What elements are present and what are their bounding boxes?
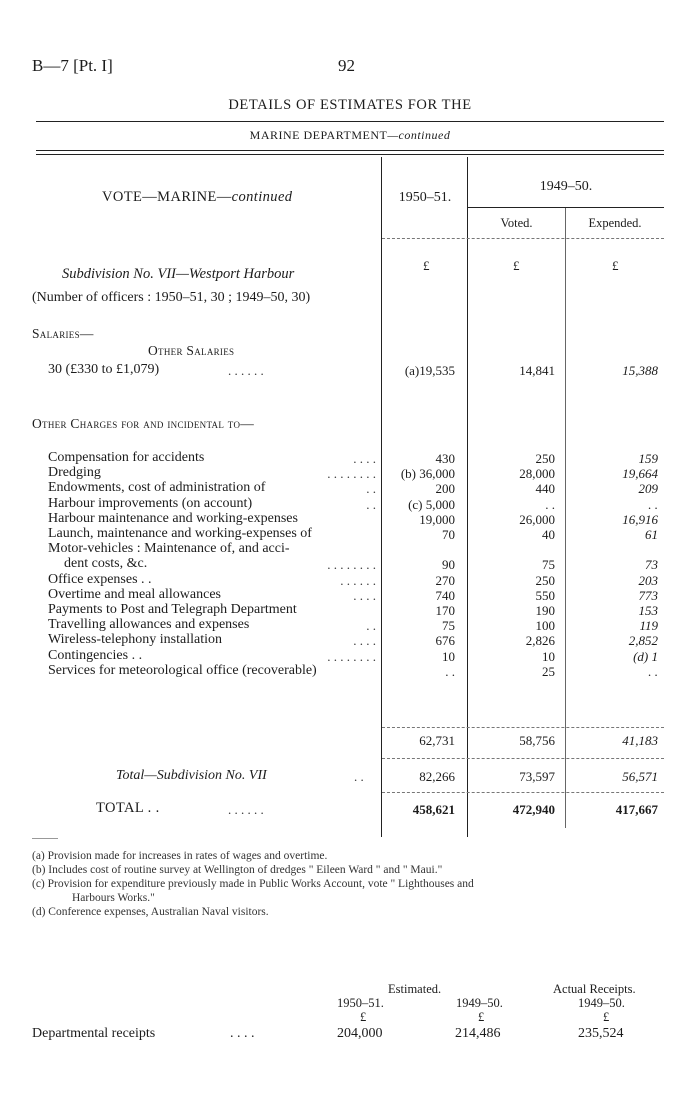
total-subdivision-rule xyxy=(382,792,664,793)
grand-total-label: TOTAL . . xyxy=(96,800,160,816)
charge-row-1950-value: 200 xyxy=(435,481,455,497)
column-header-expended: Expended. xyxy=(588,216,642,230)
footnote-rule xyxy=(32,838,58,839)
charge-row-label: Wireless-telephony installation xyxy=(48,632,223,648)
charge-row-voted-value: 100 xyxy=(535,618,555,634)
departmental-receipts-label: Departmental receipts xyxy=(32,1026,156,1041)
grand-total-expended-value: 417,667 xyxy=(615,802,658,817)
column-header-1949-50: 1949–50. xyxy=(539,179,593,194)
subtotal-rule xyxy=(382,727,664,728)
document-reference: B—7 [Pt. I] xyxy=(32,56,113,75)
charge-row-expended-value: 159 xyxy=(638,451,658,466)
charge-row-voted-value: 250 xyxy=(535,451,555,466)
other-salaries-heading: Other Salaries xyxy=(148,343,235,358)
salaries-row-label: 30 (£330 to £1,079) xyxy=(48,362,160,377)
charge-row-leader: . . . . xyxy=(353,633,376,649)
salaries-row-leader: . . . . . . xyxy=(228,363,264,378)
subtotal-bottom-rule xyxy=(382,758,664,759)
table-top-rule-2 xyxy=(36,154,664,155)
charge-row-leader: . . . . . . . . xyxy=(327,648,376,664)
receipts-estimated-1949-value: 214,486 xyxy=(455,1026,501,1041)
charge-row-voted-value: 2,826 xyxy=(525,633,555,649)
charge-row-label: Compensation for accidents xyxy=(48,450,205,465)
receipts-currency-b: £ xyxy=(478,1010,485,1024)
charge-row-label: Endowments, cost of administration of xyxy=(48,480,266,496)
page-title: DETAILS OF ESTIMATES FOR THE xyxy=(228,97,472,113)
subtotal-voted-value: 58,756 xyxy=(519,733,555,748)
charge-row-expended-value: 203 xyxy=(638,572,658,588)
charge-row-expended-value: 209 xyxy=(638,481,658,497)
charge-row-label: Contingencies . . xyxy=(48,647,143,663)
receipts-estimated-1950-value: 204,000 xyxy=(337,1026,383,1041)
charge-row-label: Harbour improvements (on account) xyxy=(48,495,253,511)
charge-row-voted-value: 40 xyxy=(542,527,555,542)
charge-row-expended-value: . . xyxy=(648,663,658,679)
currency-1950: £ xyxy=(423,258,430,273)
currency-voted: £ xyxy=(513,258,520,273)
charge-row-1950-value: (b) 36,000 xyxy=(400,466,455,482)
charge-row-label: Dredging xyxy=(48,465,101,481)
total-subdivision-leader: . . xyxy=(354,769,364,784)
year-header-rule xyxy=(468,207,664,208)
salaries-heading: Salaries— xyxy=(32,326,94,341)
charge-row-1950-value: . . xyxy=(445,663,455,679)
total-subdivision-voted-value: 73,597 xyxy=(519,769,555,784)
charge-row-label: Office expenses . . xyxy=(48,571,152,587)
charge-row-1950-value: 75 xyxy=(442,618,455,634)
salaries-1950-value: (a)19,535 xyxy=(404,363,455,378)
title-rule xyxy=(36,121,664,122)
charge-row-1950-value: 10 xyxy=(442,648,455,664)
footnote-c-continued: Harbours Works." xyxy=(72,892,155,904)
charge-row-leader: . . xyxy=(366,496,376,512)
charge-row-voted-value: 550 xyxy=(535,587,555,603)
subtitle-department: MARINE DEPARTMENT xyxy=(249,128,388,142)
charge-row-1950-value: 170 xyxy=(435,603,455,618)
charge-row-leader: . . . . . . . . xyxy=(327,557,376,573)
departmental-receipts-leader: . . . . xyxy=(230,1026,255,1041)
charge-row-expended-value: 16,916 xyxy=(622,511,658,527)
vote-heading-continued: continued xyxy=(231,189,293,205)
salaries-expended-value: 15,388 xyxy=(622,363,658,378)
footnote-b: (b) Includes cost of routine survey at Wellington of dredges " Eileen Ward " and " Maui." xyxy=(32,864,443,876)
charge-row-expended-value: (d) 1 xyxy=(633,648,658,664)
grand-total-leader: . . . . . . xyxy=(228,802,264,817)
subtitle-continued: —continued xyxy=(387,128,451,142)
header-bottom-rule xyxy=(382,238,664,239)
charge-row-1950-value: 740 xyxy=(435,587,455,603)
charge-row-1950-value: 430 xyxy=(435,451,455,466)
column-header-1950-51: 1950–51. xyxy=(398,190,452,205)
subtotal-1950-value: 62,731 xyxy=(419,733,455,748)
receipts-estimated-header: Estimated. xyxy=(388,982,442,996)
charge-row-leader: . . . . . . . . xyxy=(327,466,376,482)
receipts-year-actual-1949: 1949–50. xyxy=(578,996,625,1010)
charge-row-label: Motor-vehicles : Maintenance of, and acci- xyxy=(48,541,290,557)
receipts-year-estimated-1949: 1949–50. xyxy=(456,996,503,1010)
receipts-currency-c: £ xyxy=(603,1010,610,1024)
column-header-voted: Voted. xyxy=(500,216,533,230)
officers-note: (Number of officers : 1950–51, 30 ; 1949–50, 30) xyxy=(32,290,311,305)
page-number: 92 xyxy=(338,56,355,75)
charge-row-leader: . . . . xyxy=(353,587,376,603)
subdivision-title: Subdivision No. VII—Westport Harbour xyxy=(62,266,295,282)
charge-row-voted-value: 26,000 xyxy=(519,511,555,527)
charge-row-voted-value: 190 xyxy=(535,603,555,618)
column-divider-1 xyxy=(381,157,382,837)
subtotal-expended-value: 41,183 xyxy=(622,733,658,748)
charge-row-1950-value: (c) 5,000 xyxy=(408,496,455,512)
charge-row-expended-value: 73 xyxy=(645,557,658,573)
charge-row-voted-value: 250 xyxy=(535,572,555,588)
charge-row-voted-value: 10 xyxy=(542,648,555,664)
charge-row-label: Overtime and meal allowances xyxy=(48,586,221,602)
charge-row-1950-value: 90 xyxy=(442,557,455,573)
charge-row-expended-value: 2,852 xyxy=(628,633,658,649)
charge-row-1950-value: 676 xyxy=(435,633,455,649)
vote-heading xyxy=(102,189,292,206)
charge-row-expended-value: . . xyxy=(648,496,658,512)
charge-row-label: Payments to Post and Telegraph Department xyxy=(48,602,297,617)
footnote-d: (d) Conference expenses, Australian Naval visitors. xyxy=(32,906,269,918)
table-top-rule-1 xyxy=(36,150,664,151)
total-subdivision-expended-value: 56,571 xyxy=(622,769,658,784)
charge-row-expended-value: 119 xyxy=(639,618,658,634)
total-subdivision-1950-value: 82,266 xyxy=(419,769,455,784)
footnote-a: (a) Provision made for increases in rates of wages and overtime. xyxy=(32,850,328,862)
charge-row-label: Travelling allowances and expenses xyxy=(48,617,250,633)
grand-total-1950-value: 458,621 xyxy=(412,802,455,817)
charge-row-expended-value: 19,664 xyxy=(622,466,658,482)
receipts-actual-1949-value: 235,524 xyxy=(578,1026,624,1041)
grand-total-voted-value: 472,940 xyxy=(512,802,555,817)
charge-row-1950-value: 270 xyxy=(435,572,455,588)
salaries-voted-value: 14,841 xyxy=(519,363,555,378)
charge-row-voted-value: 28,000 xyxy=(519,466,555,482)
page-subtitle xyxy=(0,128,700,143)
receipts-year-estimated-1950: 1950–51. xyxy=(337,996,384,1010)
footnote-c: (c) Provision for expenditure previously made in Public Works Account, vote " Lighthouses and xyxy=(32,878,474,890)
charge-row-voted-value: 25 xyxy=(542,663,555,679)
charge-row-label: Launch, maintenance and working-expenses of xyxy=(48,526,312,541)
receipts-currency-a: £ xyxy=(360,1010,367,1024)
currency-expended: £ xyxy=(612,258,619,273)
receipts-actual-header: Actual Receipts. xyxy=(553,982,636,996)
charge-row-label: Services for meteorological office (recoverable) xyxy=(48,662,317,678)
charge-row-leader: . . . . xyxy=(353,451,376,466)
charge-row-1950-value: 19,000 xyxy=(419,511,455,527)
total-subdivision-label: Total—Subdivision No. VII xyxy=(116,768,267,783)
charge-row-voted-value: 75 xyxy=(542,557,555,573)
charge-row-1950-value: 70 xyxy=(442,527,455,542)
vote-heading-main: VOTE—MARINE— xyxy=(102,189,232,205)
other-charges-heading: Other Charges for and incidental to— xyxy=(32,416,255,431)
charge-row-leader: . . xyxy=(366,618,376,634)
charge-row-label: dent costs, &c. xyxy=(64,556,148,572)
charge-row-leader: . . . . . . xyxy=(340,572,376,588)
charge-row-expended-value: 153 xyxy=(638,603,658,618)
charge-row-voted-value: 440 xyxy=(535,481,555,497)
charge-row-leader: . . xyxy=(366,481,376,497)
charge-row-label: Harbour maintenance and working-expenses xyxy=(48,510,298,526)
charge-row-expended-value: 773 xyxy=(638,587,658,603)
charge-row-expended-value: 61 xyxy=(645,527,658,542)
charge-row-voted-value: . . xyxy=(545,496,555,512)
